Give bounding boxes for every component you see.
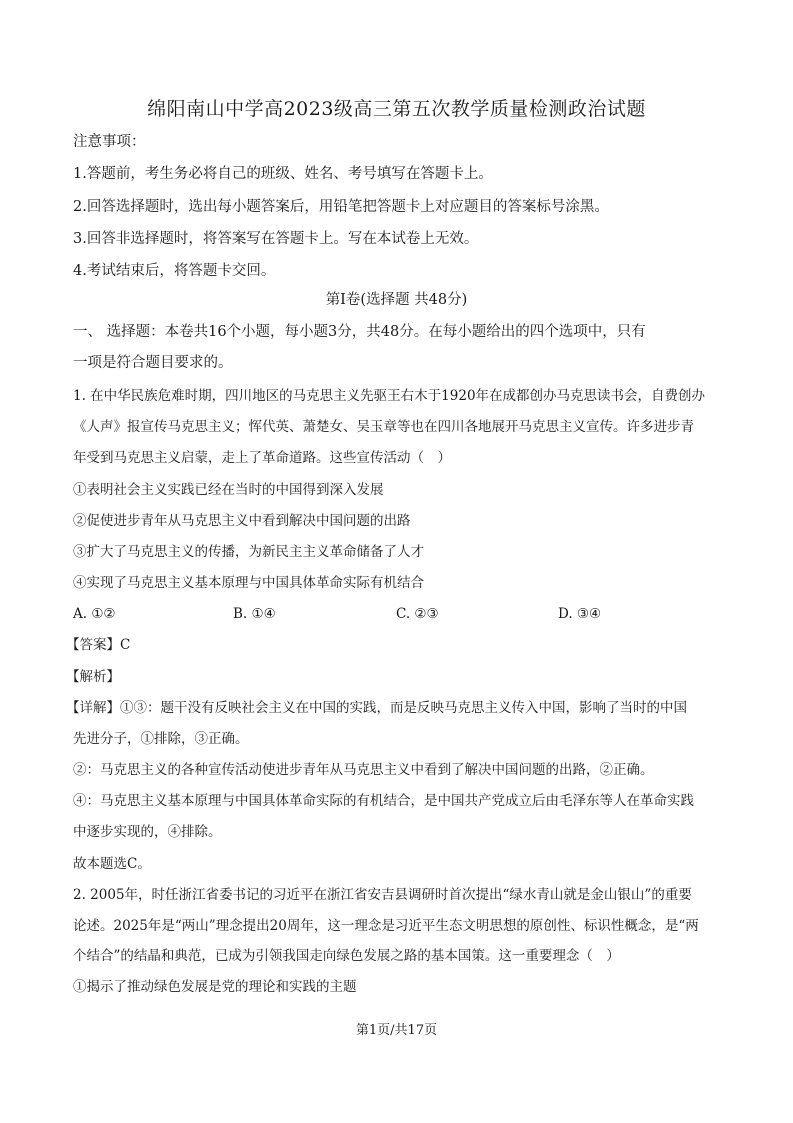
q1-detail-line-3: ②：马克思主义的各种宣传活动使进步青年从马克思主义中看到了解决中国问题的出路，②正确。: [73, 762, 654, 778]
q1-stem-line-1: 1. 在中华民族危难时期，四川地区的马克思主义先驱王右木于1920年在成都创办马克思读书会，自费创办: [73, 388, 706, 404]
q1-stem-line-2: 《人声》报宣传马克思主义；恽代英、萧楚女、吴玉章等也在四川各地展开马克思主义宣传。许多进步青: [73, 419, 694, 435]
q1-detail-line-2: 先进分子，①排除，③正确。: [73, 731, 249, 747]
q1-statement-4: ④实现了马克思主义基本原理与中国具体革命实际有机结合: [73, 575, 424, 591]
part-intro-line-1: 一、 选择题：本卷共16个小题，每小题3分，共48分。在每小题给出的四个选项中，只有: [73, 324, 646, 340]
q1-detail-line-5: 中逐步实现的，④排除。: [73, 824, 222, 840]
q1-detail-line-4: ④：马克思主义基本原理与中国具体革命实际的有机结合，是中国共产党成立后由毛泽东等人在革命实践: [73, 793, 694, 809]
notice-item-2: 2.回答选择题时，选出每小题答案后，用铅笔把答题卡上对应题目的答案标号涂黑。: [73, 199, 609, 215]
q1-analysis-label: 【解析】: [66, 669, 120, 685]
q1-statement-3: ③扩大了马克思主义的传播，为新民主主义革命储备了人才: [73, 544, 424, 560]
q1-detail-line-1: 【详解】①③：题干没有反映社会主义在中国的实践，而是反映马克思主义传入中国，影响了当时的中国: [66, 700, 687, 716]
notice-heading: 注意事项：: [73, 134, 146, 150]
q1-answer: 【答案】C: [66, 637, 131, 653]
exam-title: 绵阳南山中学高2023级高三第五次教学质量检测政治试题: [147, 98, 646, 120]
q1-option-b: B. ①④: [233, 606, 276, 622]
q1-stem-line-3: 年受到马克思主义启蒙，走上了革命道路。这些宣传活动（ ）: [73, 450, 451, 466]
notice-item-1: 1.答题前，考生务必将自己的班级、姓名、考号填写在答题卡上。: [73, 166, 493, 182]
q1-option-a: A. ①②: [73, 606, 116, 622]
q1-statement-2: ②促使进步青年从马克思主义中看到解决中国问题的出路: [73, 513, 411, 529]
q1-statement-1: ①表明社会主义实践已经在当时的中国得到深入发展: [73, 482, 384, 498]
section-title: 第Ⅰ卷(选择题 共48分): [325, 292, 468, 308]
notice-item-4: 4.考试结束后，将答题卡交回。: [73, 263, 276, 279]
q2-statement-1: ①揭示了推动绿色发展是党的理论和实践的主题: [73, 979, 357, 995]
part-intro-line-2: 一项是符合题目要求的。: [73, 355, 233, 371]
q1-detail-line-6: 故本题选C。: [73, 856, 151, 872]
page-footer: 第1页/共17页: [355, 1023, 438, 1038]
q1-option-c: C. ②③: [396, 606, 439, 622]
q1-option-d: D. ③④: [558, 606, 602, 622]
q2-stem-line-3: 个结合”的结晶和典范，已成为引领我国走向绿色发展之路的基本国策。这一重要理念（ ）: [73, 948, 620, 964]
notice-item-3: 3.回答非选择题时，将答案写在答题卡上。写在本试卷上无效。: [73, 231, 479, 247]
q2-stem-line-1: 2. 2005年，时任浙江省委书记的习近平在浙江省安吉县调研时首次提出“绿水青山就是金山银山”的重要: [73, 887, 692, 903]
q2-stem-line-2: 论述。2025年是“两山”理念提出20周年，这一理念是习近平生态文明思想的原创性、标识性概念，是“两: [73, 918, 699, 934]
